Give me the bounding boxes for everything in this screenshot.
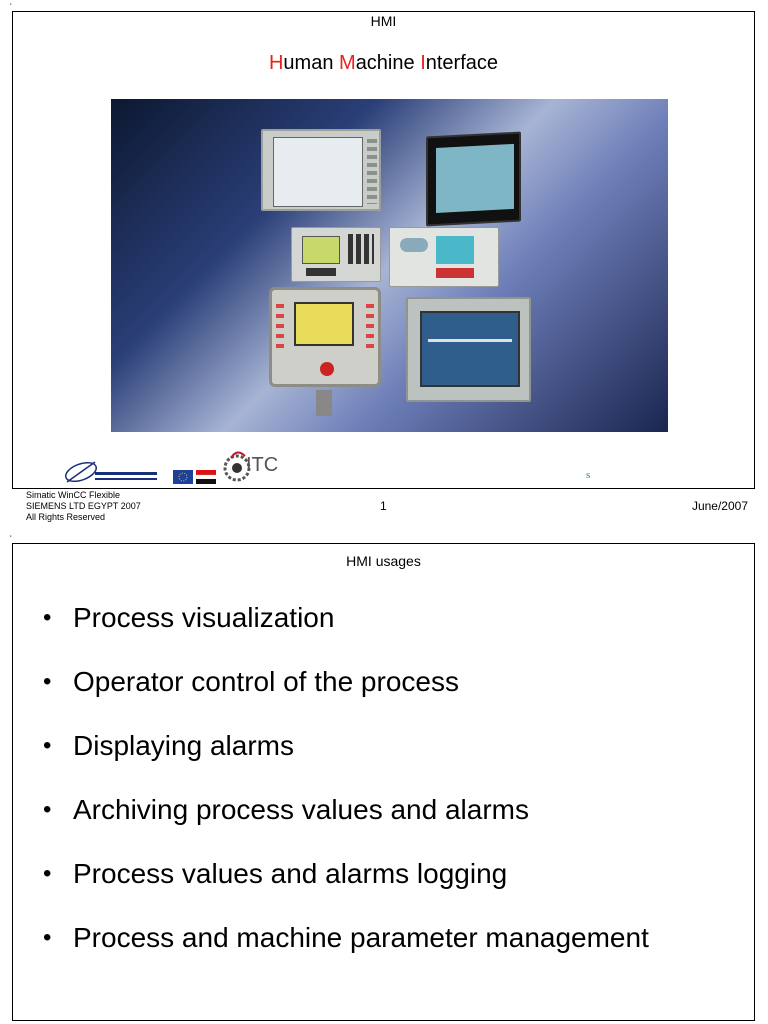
list-item: • Displaying alarms [43,730,649,762]
list-item: • Archiving process values and alarms [43,794,649,826]
itc-logo-text: ITC [246,454,279,476]
list-item: • Process visualization [43,602,649,634]
footer-date: June/2007 [691,499,748,513]
page-footer [0,490,768,530]
hmi-devices-photo [111,99,668,432]
siemens-mark: s [586,469,591,481]
corner-mark: k [10,2,12,6]
list-item: • Process values and alarms logging [43,858,649,890]
list-item: • Operator control of the process [43,666,649,698]
slide-hmi [12,11,755,489]
hmi-panel-3 [291,227,381,282]
sponsor-logos [61,452,301,492]
slide-hmi-usages [12,543,755,1021]
slide-title: HMI [370,13,397,29]
list-item: • Process and machine parameter management [43,922,649,954]
panel-stand [316,390,332,416]
footer-copyright: Simatic WinCC Flexible SIEMENS LTD EGYPT 2007 All Rights Reserved [26,490,141,522]
usage-bullet-list [43,602,649,986]
hmi-panel-2 [426,132,521,227]
hmi-panel-1 [261,129,381,211]
slide-title: HMI usages [346,553,421,569]
hmi-panel-5 [269,287,381,387]
slide-subtitle: Human Machine Interface [268,52,499,74]
corner-mark: k [10,534,12,538]
hmi-panel-6 [406,297,531,402]
page-number: 1 [380,499,387,513]
hmi-panel-4 [389,227,499,287]
